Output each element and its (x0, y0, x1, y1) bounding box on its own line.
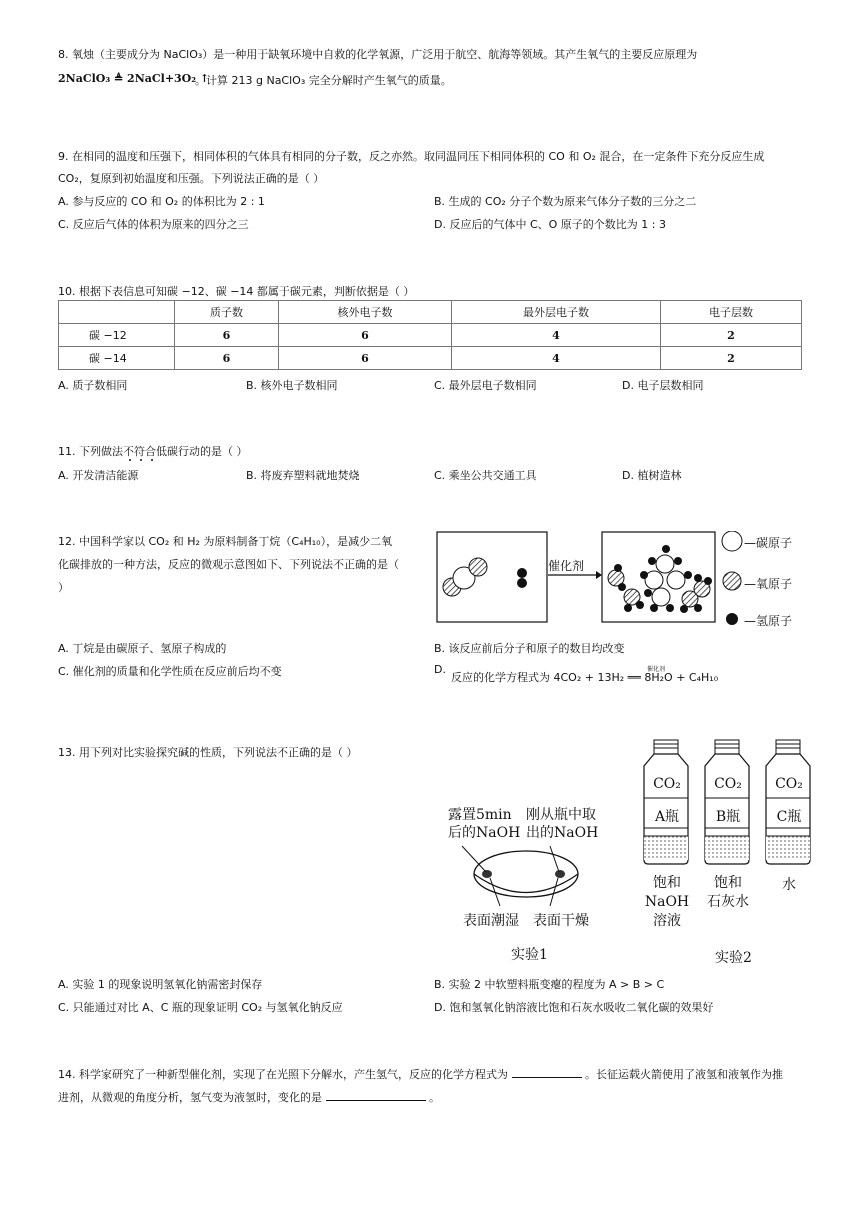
emphasis-dot (140, 459, 142, 461)
exp1-left-top-line: 后的NaOH (448, 825, 521, 841)
table-cell: 6 (175, 324, 279, 347)
table-cell: 2 (661, 324, 802, 347)
bottle-c-name: C瓶 (776, 809, 802, 825)
q10-option-a[interactable]: A. 质子数相同 (58, 379, 128, 392)
q14-line1 (58, 1066, 783, 1082)
bottle-b-name: B瓶 (715, 809, 741, 825)
q13-option-d[interactable]: D. 饱和氢氧化钠溶液比饱和石灰水吸收二氧化碳的效果好 (434, 1001, 714, 1014)
table-header-cell: 电子层数 (661, 301, 802, 324)
q8-line2: 。计算 213 g NaClO₃ 完全分解时产生氧气的质量。 (195, 74, 452, 87)
legend-hydrogen-icon (726, 613, 738, 625)
bottle-b-label-line: 石灰水 (707, 894, 749, 910)
table-header-cell: 最外层电子数 (452, 301, 661, 324)
legend-carbon: —碳原子 (744, 536, 793, 550)
q12-line1: 12. 中国科学家以 CO₂ 和 H₂ 为原料制备丁烷（C₄H₁₀），是减少二氧 (58, 535, 393, 548)
bottle-c-gas: CO₂ (775, 776, 803, 792)
naoh-sample-right (555, 870, 565, 878)
q13-experiment-diagram (440, 736, 820, 966)
bottle-a-label-line: 饱和 (653, 875, 681, 891)
q11-stem: 11. 下列做法不符合低碳行动的是（ ） (58, 445, 248, 458)
bottle-b-label (700, 874, 756, 912)
q9-option-a[interactable]: A. 参与反应的 CO 和 O₂ 的体积比为 2 : 1 (58, 195, 265, 208)
table-header-row (59, 301, 802, 324)
q14-answer-blank-1[interactable] (512, 1067, 582, 1078)
table-cell: 碳 −14 (59, 347, 175, 370)
exp1-left-top (448, 806, 520, 842)
q11-option-a[interactable]: A. 开发清洁能源 (58, 469, 139, 482)
q10-option-d[interactable]: D. 电子层数相同 (622, 379, 704, 392)
exp1-caption: 实验1 (511, 947, 548, 963)
q13-stem: 13. 用下列对比实验探究碱的性质，下列说法不正确的是（ ） (58, 746, 358, 759)
q9-option-c[interactable]: C. 反应后气体的体积为原来的四分之三 (58, 218, 249, 231)
q12-line2: 化碳排放的一种方法，反应的微观示意图如下、下列说法不正确的是（ (58, 558, 399, 571)
table-cell: 6 (279, 347, 452, 370)
q12-option-c[interactable]: C. 催化剂的质量和化学性质在反应前后均不变 (58, 665, 282, 678)
q10-option-b[interactable]: B. 核外电子数相同 (246, 379, 338, 392)
q10-option-c[interactable]: C. 最外层电子数相同 (434, 379, 537, 392)
q14-text-a: 14. 科学家研究了一种新型催化剂，实现了在光照下分解水，产生氢气，反应的化学方程式为 (58, 1068, 508, 1081)
q10-table (58, 300, 802, 370)
bottle-a-label (642, 874, 692, 931)
table-cell: 4 (452, 347, 661, 370)
bottle-a-gas: CO₂ (653, 776, 681, 792)
q9-option-b[interactable]: B. 生成的 CO₂ 分子个数为原来气体分子数的三分之二 (434, 195, 697, 208)
q13-option-a[interactable]: A. 实验 1 的现象说明氢氧化钠需密封保存 (58, 978, 263, 991)
q8-equation: 2NaClO₃ ≜ 2NaCl+3O₂ ↑ (58, 72, 210, 85)
table-row (59, 347, 802, 370)
bottle-b-label-line: 饱和 (714, 875, 742, 891)
q12-option-a[interactable]: A. 丁烷是由碳原子、氢原子构成的 (58, 642, 227, 655)
q10-stem: 10. 根据下表信息可知碳 −12、碳 −14 都属于碳元素，判断依据是（ ） (58, 285, 415, 298)
exp1-right-top-line: 刚从瓶中取 (526, 807, 596, 823)
q14-text-c: 进剂，从微观的角度分析，氢气变为液氢时，变化的是 (58, 1091, 322, 1104)
q9-option-d[interactable]: D. 反应后的气体中 C、O 原子的个数比为 1 : 3 (434, 218, 666, 231)
table-cell: 4 (452, 324, 661, 347)
q8-line1: 8. 氧烛（主要成分为 NaClO₃）是一种用于缺氧环境中自救的化学氧源，广泛用于航空、航海等领域。其产生氧气的主要反应原理为 (58, 48, 698, 61)
q14-answer-blank-2[interactable] (326, 1090, 426, 1101)
emphasis-dot (151, 459, 153, 461)
table-header-cell: 质子数 (175, 301, 279, 324)
exp1-left-top-line: 露置5min (448, 807, 512, 823)
bottle-a-label-line: 溶液 (653, 913, 681, 929)
table-cell: 6 (279, 324, 452, 347)
exp1-right-bottom: 表面干燥 (533, 913, 589, 929)
q12-option-d-over: 催化剂 (647, 666, 666, 673)
legend-oxygen-icon (723, 572, 741, 590)
table-cell: 碳 −12 (59, 324, 175, 347)
table-cell: 2 (661, 347, 802, 370)
bottle-c-label: 水 (782, 877, 796, 893)
q14-line2 (58, 1089, 440, 1105)
table-row (59, 324, 802, 347)
q11-option-d[interactable]: D. 植树造林 (622, 469, 682, 482)
q12-line3: ） (58, 581, 69, 594)
oxygen-atom (469, 558, 487, 576)
exp1-right-top (526, 806, 598, 842)
q11-option-c[interactable]: C. 乘坐公共交通工具 (434, 469, 537, 482)
q12-molecule-diagram (436, 531, 856, 631)
q14-text-b: 。长征运载火箭使用了液氢和液氧作为推 (585, 1068, 783, 1081)
q11-option-b[interactable]: B. 将废弃塑料就地焚烧 (246, 469, 360, 482)
table-header-cell (59, 301, 175, 324)
legend-hydrogen: —氢原子 (744, 614, 793, 628)
bottle-a-name: A瓶 (654, 809, 680, 825)
naoh-sample-left (482, 870, 492, 878)
exp1-left-bottom: 表面潮湿 (463, 913, 519, 929)
hydrogen-atom (517, 568, 527, 578)
q12-option-b[interactable]: B. 该反应前后分子和原子的数目均改变 (434, 642, 625, 655)
q12-option-d-text: 反应的化学方程式为 4CO₂ + 13H₂ ══ 8H₂O + C₄H₁₀ (451, 671, 719, 684)
q9-line1: 9. 在相同的温度和压强下，相同体积的气体具有相同的分子数，反之亦然。取同温同压下相同体积的 CO 和 O₂ 混合，在一定条件下充分反应生成 (58, 150, 765, 163)
exp2-caption: 实验2 (715, 950, 752, 966)
hydrogen-atom (517, 578, 527, 588)
bottle-a-label-line: NaOH (644, 894, 690, 910)
bottle-a (644, 740, 688, 864)
bottle-b-gas: CO₂ (714, 776, 742, 792)
q13-option-c[interactable]: C. 只能通过对比 A、C 瓶的现象证明 CO₂ 与氢氧化钠反应 (58, 1001, 343, 1014)
legend-oxygen: —氧原子 (744, 577, 793, 591)
emphasis-dot (129, 459, 131, 461)
arrow-head (596, 571, 602, 579)
bottle-b (705, 740, 749, 864)
q12-option-d[interactable]: D. (434, 663, 446, 676)
q13-option-b[interactable]: B. 实验 2 中软塑料瓶变瘪的程度为 A > B > C (434, 978, 665, 991)
bottle-c (766, 740, 810, 864)
legend-carbon-icon (722, 531, 742, 551)
q14-text-d: 。 (429, 1091, 440, 1104)
exp1-right-top-line: 出的NaOH (526, 825, 599, 841)
table-cell: 6 (175, 347, 279, 370)
table-header-cell: 核外电子数 (279, 301, 452, 324)
catalyst-label: 催化剂 (548, 559, 585, 573)
q9-line2: CO₂，复原到初始温度和压强。下列说法正确的是（ ） (58, 172, 325, 185)
